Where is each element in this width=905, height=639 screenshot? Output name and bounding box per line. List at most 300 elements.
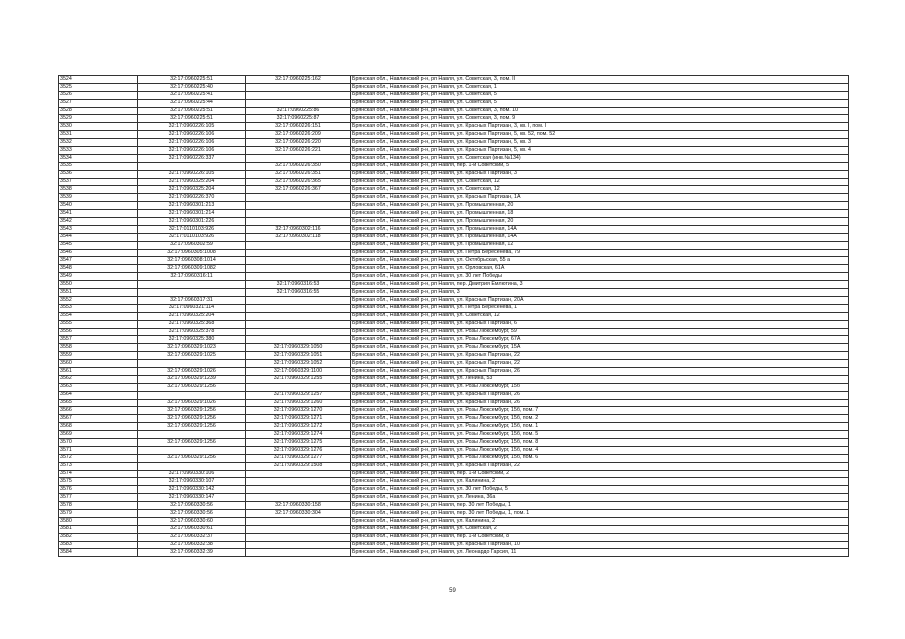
table-row — [59, 494, 849, 502]
table-row — [59, 525, 849, 533]
land-cadastral-number-cell: 32:17:0960309:1082 — [138, 265, 246, 273]
row-number-cell: 3553 — [59, 304, 138, 312]
building-cadastral-number-cell: 32:17:0960329:1270 — [246, 407, 351, 415]
land-cadastral-number-cell: 32:17:0960225:51 — [138, 115, 246, 123]
land-cadastral-number-cell: 32:17:0960225:51 — [138, 107, 246, 115]
building-cadastral-number-cell — [246, 312, 351, 320]
building-cadastral-number-cell: 32:17:0960226:365 — [246, 178, 351, 186]
building-cadastral-number-cell — [246, 83, 351, 91]
building-cadastral-number-cell — [246, 154, 351, 162]
building-cadastral-number-cell: 32:17:0960226:351 — [246, 170, 351, 178]
address-cell: Брянская обл., Навлинский р-н, рп Навля, ул. Розы Люксембург, 59 — [351, 328, 849, 336]
address-cell: Брянская обл., Навлинский р-н, рп Навля, 3 — [351, 289, 849, 297]
land-cadastral-number-cell: 32:17:0960325:380 — [138, 336, 246, 344]
table-row — [59, 147, 849, 155]
row-number-cell: 3577 — [59, 494, 138, 502]
row-number-cell: 3576 — [59, 486, 138, 494]
building-cadastral-number-cell: 32:17:0960225:87 — [246, 115, 351, 123]
address-cell: Брянская обл., Навлинский р-н, рп Навля, ул. Ленина, 53 — [351, 375, 849, 383]
building-cadastral-number-cell — [246, 541, 351, 549]
land-cadastral-number-cell: 32:17:0960226:370 — [138, 194, 246, 202]
address-cell: Брянская обл., Навлинский р-н, рп Навля, ул. Розы Люксембург, 15б, пом. 8 — [351, 438, 849, 446]
table-row — [59, 76, 849, 84]
row-number-cell: 3578 — [59, 502, 138, 510]
table-row — [59, 83, 849, 91]
table-row — [59, 399, 849, 407]
building-cadastral-number-cell: 32:17:0960329:1271 — [246, 415, 351, 423]
land-cadastral-number-cell — [138, 462, 246, 470]
building-cadastral-number-cell: 32:17:0960329:1100 — [246, 367, 351, 375]
address-cell: Брянская обл., Навлинский р-н, рп Навля, ул. Советская, 1 — [351, 83, 849, 91]
table-row — [59, 312, 849, 320]
row-number-cell: 3536 — [59, 170, 138, 178]
row-number-cell: 3554 — [59, 312, 138, 320]
land-cadastral-number-cell: 32:17:0960301:226 — [138, 218, 246, 226]
row-number-cell: 3530 — [59, 123, 138, 131]
land-cadastral-number-cell: 32:17:0960329:1023 — [138, 344, 246, 352]
row-number-cell: 3563 — [59, 383, 138, 391]
land-cadastral-number-cell: 32:17:0960325:204 — [138, 178, 246, 186]
building-cadastral-number-cell — [246, 249, 351, 257]
land-cadastral-number-cell: 32:17:0960226:105 — [138, 123, 246, 131]
table-row — [59, 415, 849, 423]
row-number-cell: 3550 — [59, 281, 138, 289]
land-cadastral-number-cell — [138, 360, 246, 368]
address-cell: Брянская обл., Навлинский р-н, рп Навля, ул. Розы Люксембург, 15А — [351, 344, 849, 352]
address-cell: Брянская обл., Навлинский р-н, рп Навля, ул. Красных Партизан, 3 — [351, 170, 849, 178]
building-cadastral-number-cell: 32:17:0960329:1052 — [246, 360, 351, 368]
table-row — [59, 486, 849, 494]
address-cell: Брянская обл., Навлинский р-н, рп Навля, ул. 30 лет Победы — [351, 273, 849, 281]
table-row — [59, 162, 849, 170]
row-number-cell: 3545 — [59, 241, 138, 249]
building-cadastral-number-cell: 32:17:0960329:1272 — [246, 423, 351, 431]
address-cell: Брянская обл., Навлинский р-н, рп Навля, ул. Розы Люксембург, 67А — [351, 336, 849, 344]
building-cadastral-number-cell — [246, 525, 351, 533]
row-number-cell: 3531 — [59, 131, 138, 139]
land-cadastral-number-cell: 32:17:0960329:1256 — [138, 407, 246, 415]
table-row — [59, 91, 849, 99]
row-number-cell: 3569 — [59, 431, 138, 439]
table-row — [59, 509, 849, 517]
land-cadastral-number-cell — [138, 289, 246, 297]
land-cadastral-number-cell: 32:17:0960329:1256 — [138, 454, 246, 462]
table-row — [59, 233, 849, 241]
row-number-cell: 3549 — [59, 273, 138, 281]
land-cadastral-number-cell: 32:17:0960301:213 — [138, 202, 246, 210]
table-row — [59, 367, 849, 375]
land-cadastral-number-cell: 32:17:0960329:1256 — [138, 383, 246, 391]
row-number-cell: 3574 — [59, 470, 138, 478]
table-row — [59, 131, 849, 139]
row-number-cell: 3547 — [59, 257, 138, 265]
building-cadastral-number-cell: 32:17:0960329:1275 — [246, 438, 351, 446]
building-cadastral-number-cell — [246, 99, 351, 107]
building-cadastral-number-cell: 32:17:0960329:1051 — [246, 352, 351, 360]
table-row — [59, 320, 849, 328]
address-cell: Брянская обл., Навлинский р-н, рп Навля, ул. Красных Партизан, 22 — [351, 462, 849, 470]
page-number: 59 — [449, 588, 456, 594]
address-cell: Брянская обл., Навлинский р-н, рп Навля, ул. Советская, 12 — [351, 178, 849, 186]
land-cadastral-number-cell: 32:17:0960226:106 — [138, 139, 246, 147]
address-cell: Брянская обл., Навлинский р-н, рп Навля, ул. Розы Люксембург, 15б, пом. 1 — [351, 423, 849, 431]
table-row — [59, 186, 849, 194]
building-cadastral-number-cell — [246, 210, 351, 218]
table-row — [59, 225, 849, 233]
table-row — [59, 249, 849, 257]
row-number-cell: 3548 — [59, 265, 138, 273]
table-row — [59, 462, 849, 470]
address-cell: Брянская обл., Навлинский р-н, рп Навля, пер. 1-й Советский, 2 — [351, 470, 849, 478]
table-row — [59, 470, 849, 478]
row-number-cell: 3559 — [59, 352, 138, 360]
land-cadastral-number-cell: 32:17:0960226:337 — [138, 154, 246, 162]
table-row — [59, 107, 849, 115]
address-cell: Брянская обл., Навлинский р-н, рп Навля, ул. Красных Партизан, 5, кв. 52, пом. 52 — [351, 131, 849, 139]
land-cadastral-number-cell: 32:17:0960329:1026 — [138, 367, 246, 375]
land-cadastral-number-cell: 32:17:0960325:368 — [138, 320, 246, 328]
address-cell: Брянская обл., Навлинский р-н, рп Навля, ул. Красных Партизан, 22 — [351, 352, 849, 360]
building-cadastral-number-cell — [246, 486, 351, 494]
building-cadastral-number-cell: 32:17:0960329:1260 — [246, 399, 351, 407]
building-cadastral-number-cell — [246, 470, 351, 478]
land-cadastral-number-cell — [138, 431, 246, 439]
building-cadastral-number-cell — [246, 533, 351, 541]
address-cell: Брянская обл., Навлинский р-н, рп Навля, ул. Советская, 3, пом. II — [351, 76, 849, 84]
building-cadastral-number-cell: 32:17:0960329:1274 — [246, 431, 351, 439]
row-number-cell: 3527 — [59, 99, 138, 107]
address-cell: Брянская обл., Навлинский р-н, рп Навля, ул. Орловская, 61А — [351, 265, 849, 273]
address-cell: Брянская обл., Навлинский р-н, рп Навля, ул. Советская, 3, пом. 10 — [351, 107, 849, 115]
table-row — [59, 178, 849, 186]
row-number-cell: 3537 — [59, 178, 138, 186]
table-row — [59, 383, 849, 391]
building-cadastral-number-cell — [246, 91, 351, 99]
address-cell: Брянская обл., Навлинский р-н, рп Навля, ул. Леонардо Гарсия, 11 — [351, 549, 849, 557]
row-number-cell: 3526 — [59, 91, 138, 99]
row-number-cell: 3568 — [59, 423, 138, 431]
land-cadastral-number-cell: 32:17:0960302:59 — [138, 241, 246, 249]
building-cadastral-number-cell — [246, 273, 351, 281]
table-row — [59, 115, 849, 123]
table-row — [59, 273, 849, 281]
address-cell: Брянская обл., Навлинский р-н, рп Навля, ул. 30 лет Победы, 5 — [351, 486, 849, 494]
row-number-cell: 3534 — [59, 154, 138, 162]
row-number-cell: 3556 — [59, 328, 138, 336]
land-cadastral-number-cell: 32:17:0960225:41 — [138, 91, 246, 99]
address-cell: Брянская обл., Навлинский р-н, рп Навля, ул. Советская, 5 — [351, 99, 849, 107]
table-row — [59, 423, 849, 431]
land-cadastral-number-cell: 32:17:0960305:1008 — [138, 249, 246, 257]
row-number-cell: 3540 — [59, 202, 138, 210]
address-cell: Брянская обл., Навлинский р-н, рп Навля, ул. Промышленная, 14А — [351, 233, 849, 241]
row-number-cell: 3525 — [59, 83, 138, 91]
building-cadastral-number-cell — [246, 383, 351, 391]
table-row — [59, 304, 849, 312]
row-number-cell: 3542 — [59, 218, 138, 226]
address-cell: Брянская обл., Навлинский р-н, рп Навля, ул. Советская (инв.№134) — [351, 154, 849, 162]
row-number-cell: 3535 — [59, 162, 138, 170]
address-cell: Брянская обл., Навлинский р-н, рп Навля, ул. Петра Бересенева, 79 — [351, 249, 849, 257]
row-number-cell: 3528 — [59, 107, 138, 115]
table-row — [59, 123, 849, 131]
table-row — [59, 502, 849, 510]
table-row — [59, 478, 849, 486]
land-cadastral-number-cell: 32:17:0960225:51 — [138, 76, 246, 84]
building-cadastral-number-cell: 32:17:0960226:151 — [246, 123, 351, 131]
land-cadastral-number-cell: 32:17:0960226:106 — [138, 131, 246, 139]
land-cadastral-number-cell: 32:17:0960330:142 — [138, 486, 246, 494]
row-number-cell: 3524 — [59, 76, 138, 84]
building-cadastral-number-cell: 32:17:0960226:209 — [246, 131, 351, 139]
address-cell: Брянская обл., Навлинский р-н, рп Навля, ул. Промышленная, 20 — [351, 218, 849, 226]
land-cadastral-number-cell: 32:17:0960308:1014 — [138, 257, 246, 265]
address-cell: Брянская обл., Навлинский р-н, рп Навля, ул. Советская, 3, пом. 9 — [351, 115, 849, 123]
building-cadastral-number-cell — [246, 478, 351, 486]
land-cadastral-number-cell — [138, 446, 246, 454]
address-cell: Брянская обл., Навлинский р-н, рп Навля, пер. 1-й Советский, 8 — [351, 533, 849, 541]
table-row — [59, 257, 849, 265]
row-number-cell: 3570 — [59, 438, 138, 446]
address-cell: Брянская обл., Навлинский р-н, рп Навля, ул. Ленина, 36а — [351, 494, 849, 502]
row-number-cell: 3571 — [59, 446, 138, 454]
land-cadastral-number-cell: 32:17:0960226:105 — [138, 170, 246, 178]
row-number-cell: 3566 — [59, 407, 138, 415]
building-cadastral-number-cell: 32:17:0960329:1050 — [246, 344, 351, 352]
table-row — [59, 154, 849, 162]
land-cadastral-number-cell: 32:17:0960330:56 — [138, 509, 246, 517]
address-cell: Брянская обл., Навлинский р-н, рп Навля, ул. Промышленная, 20 — [351, 202, 849, 210]
building-cadastral-number-cell: 32:17:0960316:53 — [246, 281, 351, 289]
land-cadastral-number-cell: 32:17:0960325:204 — [138, 312, 246, 320]
land-cadastral-number-cell: 32:17:0960316:11 — [138, 273, 246, 281]
building-cadastral-number-cell — [246, 304, 351, 312]
address-cell: Брянская обл., Навлинский р-н, рп Навля, ул. Красных Партизан, 5, кв. 3 — [351, 139, 849, 147]
row-number-cell: 3584 — [59, 549, 138, 557]
address-cell: Брянская обл., Навлинский р-н, рп Навля, ул. Красных Партизан, 26 — [351, 399, 849, 407]
land-cadastral-number-cell: 32:17:0110103:926 — [138, 233, 246, 241]
row-number-cell: 3562 — [59, 375, 138, 383]
address-cell: Брянская обл., Навлинский р-н, рп Навля, ул. Октябрьская, 55 а — [351, 257, 849, 265]
table-row — [59, 289, 849, 297]
building-cadastral-number-cell: 32:17:0960225:86 — [246, 107, 351, 115]
building-cadastral-number-cell: 32:17:0960330:158 — [246, 502, 351, 510]
property-registry-table — [58, 75, 849, 557]
building-cadastral-number-cell — [246, 296, 351, 304]
building-cadastral-number-cell — [246, 257, 351, 265]
table-row — [59, 265, 849, 273]
row-number-cell: 3544 — [59, 233, 138, 241]
address-cell: Брянская обл., Навлинский р-н, рп Навля, ул. Розы Люксембург, 15б, пом. 5 — [351, 431, 849, 439]
building-cadastral-number-cell — [246, 320, 351, 328]
land-cadastral-number-cell: 32:17:0960225:44 — [138, 99, 246, 107]
land-cadastral-number-cell: 32:17:0960330:107 — [138, 478, 246, 486]
land-cadastral-number-cell: 32:17:0960329:1256 — [138, 423, 246, 431]
registry-table-body — [59, 76, 849, 557]
land-cadastral-number-cell: 32:17:0960332:38 — [138, 541, 246, 549]
table-row — [59, 517, 849, 525]
row-number-cell: 3546 — [59, 249, 138, 257]
row-number-cell: 3573 — [59, 462, 138, 470]
building-cadastral-number-cell: 32:17:0960226:220 — [246, 139, 351, 147]
table-row — [59, 344, 849, 352]
land-cadastral-number-cell: 32:17:0960226:106 — [138, 147, 246, 155]
table-row — [59, 210, 849, 218]
row-number-cell: 3551 — [59, 289, 138, 297]
row-number-cell: 3558 — [59, 344, 138, 352]
table-row — [59, 296, 849, 304]
land-cadastral-number-cell: 32:17:0960329:1256 — [138, 438, 246, 446]
table-row — [59, 541, 849, 549]
row-number-cell: 3538 — [59, 186, 138, 194]
building-cadastral-number-cell: 32:17:0960329:1277 — [246, 454, 351, 462]
building-cadastral-number-cell — [246, 218, 351, 226]
address-cell: Брянская обл., Навлинский р-н, рп Навля, ул. Советская, 2 — [351, 525, 849, 533]
row-number-cell: 3561 — [59, 367, 138, 375]
building-cadastral-number-cell — [246, 336, 351, 344]
table-row — [59, 549, 849, 557]
building-cadastral-number-cell: 32:17:0960329:1255 — [246, 375, 351, 383]
row-number-cell: 3564 — [59, 391, 138, 399]
address-cell: Брянская обл., Навлинский р-н, рп Навля, ул. Красных Партизан, 3, кв. I, пом. I — [351, 123, 849, 131]
address-cell: Брянская обл., Навлинский р-н, рп Навля, пер. 1-й Советский, 5 — [351, 162, 849, 170]
address-cell: Брянская обл., Навлинский р-н, рп Навля, ул. Розы Люксембург, 15б, пом. 4 — [351, 446, 849, 454]
row-number-cell: 3539 — [59, 194, 138, 202]
address-cell: Брянская обл., Навлинский р-н, рп Навля, ул. Советская, 12 — [351, 312, 849, 320]
table-row — [59, 241, 849, 249]
address-cell: Брянская обл., Навлинский р-н, рп Навля, ул. Красных Партизан, 20А — [351, 296, 849, 304]
address-cell: Брянская обл., Навлинский р-н, рп Навля, ул. Розы Люксембург, 15б, пом. 7 — [351, 407, 849, 415]
address-cell: Брянская обл., Навлинский р-н, рп Навля, ул. Промышленная, 12 — [351, 241, 849, 249]
address-cell: Брянская обл., Навлинский р-н, рп Навля, ул. Советская, 5 — [351, 91, 849, 99]
address-cell: Брянская обл., Навлинский р-н, рп Навля, ул. Красных Партизан, 26 — [351, 391, 849, 399]
address-cell: Брянская обл., Навлинский р-н, рп Навля, ул. Промышленная, 14А — [351, 225, 849, 233]
table-row — [59, 454, 849, 462]
building-cadastral-number-cell — [246, 517, 351, 525]
address-cell: Брянская обл., Навлинский р-н, рп Навля, ул. Калинина, 2 — [351, 517, 849, 525]
table-row — [59, 139, 849, 147]
land-cadastral-number-cell: 32:17:0960330:61 — [138, 525, 246, 533]
address-cell: Брянская обл., Навлинский р-н, рп Навля, ул. Советская, 12 — [351, 186, 849, 194]
address-cell: Брянская обл., Навлинский р-н, рп Навля, ул. Красных Партизан, 22 — [351, 360, 849, 368]
table-row — [59, 431, 849, 439]
land-cadastral-number-cell: 32:17:0960329:1239 — [138, 375, 246, 383]
address-cell: Брянская обл., Навлинский р-н, рп Навля, ул. Петра Бересенева, 1 — [351, 304, 849, 312]
land-cadastral-number-cell: 32:17:0960329:1256 — [138, 415, 246, 423]
building-cadastral-number-cell — [246, 265, 351, 273]
address-cell: Брянская обл., Навлинский р-н, рп Навля, ул. Красных Партизан, 1А — [351, 194, 849, 202]
land-cadastral-number-cell: 32:17:0960329:1025 — [138, 352, 246, 360]
building-cadastral-number-cell — [246, 194, 351, 202]
building-cadastral-number-cell — [246, 241, 351, 249]
address-cell: Брянская обл., Навлинский р-н, рп Навля, ул. Калинина, 2 — [351, 478, 849, 486]
row-number-cell: 3567 — [59, 415, 138, 423]
row-number-cell: 3572 — [59, 454, 138, 462]
building-cadastral-number-cell — [246, 202, 351, 210]
table-row — [59, 375, 849, 383]
row-number-cell: 3579 — [59, 509, 138, 517]
land-cadastral-number-cell: 32:17:0110103:926 — [138, 225, 246, 233]
row-number-cell: 3583 — [59, 541, 138, 549]
row-number-cell: 3529 — [59, 115, 138, 123]
land-cadastral-number-cell: 32:17:0960332:37 — [138, 533, 246, 541]
address-cell: Брянская обл., Навлинский р-н, рп Навля, ул. Розы Люксембург, 15б — [351, 383, 849, 391]
row-number-cell: 3557 — [59, 336, 138, 344]
building-cadastral-number-cell — [246, 494, 351, 502]
row-number-cell: 3580 — [59, 517, 138, 525]
row-number-cell: 3541 — [59, 210, 138, 218]
building-cadastral-number-cell: 32:17:0960226:367 — [246, 186, 351, 194]
row-number-cell: 3581 — [59, 525, 138, 533]
land-cadastral-number-cell — [138, 281, 246, 289]
building-cadastral-number-cell: 32:17:0960330:304 — [246, 509, 351, 517]
land-cadastral-number-cell: 32:17:0960321:114 — [138, 304, 246, 312]
address-cell: Брянская обл., Навлинский р-н, рп Навля, ул. Красных Партизан, 10 — [351, 541, 849, 549]
building-cadastral-number-cell: 32:17:0960316:55 — [246, 289, 351, 297]
building-cadastral-number-cell: 32:17:0960329:1257 — [246, 391, 351, 399]
table-row — [59, 446, 849, 454]
building-cadastral-number-cell — [246, 549, 351, 557]
land-cadastral-number-cell: 32:17:0960325:378 — [138, 328, 246, 336]
land-cadastral-number-cell: 32:17:0960225:40 — [138, 83, 246, 91]
table-row — [59, 328, 849, 336]
address-cell: Брянская обл., Навлинский р-н, рп Навля, пер. 30 лет Победы, 1, пом. 1 — [351, 509, 849, 517]
address-cell: Брянская обл., Навлинский р-н, рп Навля, ул. Красных Партизан, 26 — [351, 367, 849, 375]
land-cadastral-number-cell — [138, 391, 246, 399]
address-cell: Брянская обл., Навлинский р-н, рп Навля, ул. Промышленная, 18 — [351, 210, 849, 218]
row-number-cell: 3565 — [59, 399, 138, 407]
land-cadastral-number-cell — [138, 162, 246, 170]
land-cadastral-number-cell: 32:17:0960330:147 — [138, 494, 246, 502]
building-cadastral-number-cell: 32:17:0960226:350 — [246, 162, 351, 170]
building-cadastral-number-cell: 32:17:0960225:162 — [246, 76, 351, 84]
address-cell: Брянская обл., Навлинский р-н, рп Навля, пер. Дмитрия Емлютина, 3 — [351, 281, 849, 289]
row-number-cell: 3532 — [59, 139, 138, 147]
address-cell: Брянская обл., Навлинский р-н, рп Навля, ул. Розы Люксембург, 15б, пом. 2 — [351, 415, 849, 423]
table-row — [59, 202, 849, 210]
building-cadastral-number-cell: 32:17:0960302:118 — [246, 233, 351, 241]
land-cadastral-number-cell: 32:17:0960332:39 — [138, 549, 246, 557]
land-cadastral-number-cell: 32:17:0960325:204 — [138, 186, 246, 194]
building-cadastral-number-cell: 32:17:0960226:221 — [246, 147, 351, 155]
building-cadastral-number-cell: 32:17:0960329:1276 — [246, 446, 351, 454]
table-row — [59, 99, 849, 107]
table-row — [59, 352, 849, 360]
table-row — [59, 194, 849, 202]
row-number-cell: 3552 — [59, 296, 138, 304]
address-cell: Брянская обл., Навлинский р-н, рп Навля, ул. Розы Люксембург, 15б, пом. 6 — [351, 454, 849, 462]
table-row — [59, 170, 849, 178]
row-number-cell: 3533 — [59, 147, 138, 155]
land-cadastral-number-cell: 32:17:0960330:60 — [138, 517, 246, 525]
land-cadastral-number-cell: 32:17:0960301:214 — [138, 210, 246, 218]
land-cadastral-number-cell: 32:17:0960330:56 — [138, 502, 246, 510]
land-cadastral-number-cell: 32:17:0960330:106 — [138, 470, 246, 478]
table-row — [59, 391, 849, 399]
table-row — [59, 407, 849, 415]
row-number-cell: 3582 — [59, 533, 138, 541]
table-row — [59, 281, 849, 289]
building-cadastral-number-cell: 32:17:0960302:116 — [246, 225, 351, 233]
row-number-cell: 3555 — [59, 320, 138, 328]
land-cadastral-number-cell: 32:17:0960317:31 — [138, 296, 246, 304]
land-cadastral-number-cell: 32:17:0960329:1026 — [138, 399, 246, 407]
row-number-cell: 3575 — [59, 478, 138, 486]
table-row — [59, 438, 849, 446]
table-row — [59, 218, 849, 226]
table-row — [59, 360, 849, 368]
row-number-cell: 3560 — [59, 360, 138, 368]
